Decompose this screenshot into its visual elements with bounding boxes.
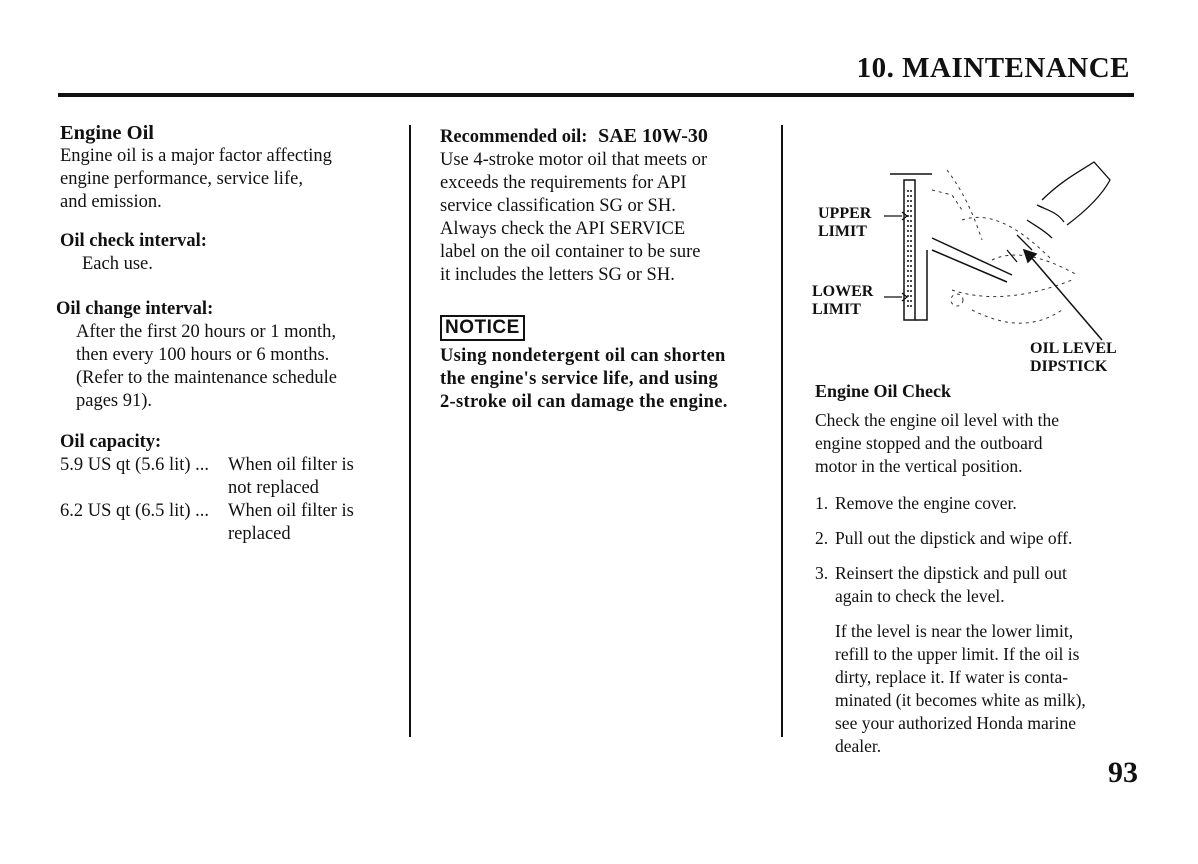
note-line: see your authorized Honda marine [835,713,1077,733]
dipstick-graphic [890,174,1012,320]
label-line: LIMIT [812,301,861,318]
change-line: After the first 20 hours or 1 month, [76,322,336,342]
step-line: Reinsert the dipstick and pull out [835,563,1067,583]
label-line: DIPSTICK [1030,358,1108,375]
step-number: 1. [815,493,829,513]
step-number: 3. [815,563,829,583]
note-line: If the level is near the lower limit, [835,621,1074,641]
note-line: dealer. [835,736,882,756]
body-line: service classification SG or SH. [440,196,676,216]
capacity-amount: 6.2 US qt (6.5 lit) ... [60,501,210,521]
intro-line: motor in the vertical position. [815,456,1023,476]
engine-oil-check-title: Engine Oil Check [815,381,952,401]
body-line: label on the oil container to be sure [440,242,701,262]
body-line: Use 4-stroke motor oil that meets or [440,150,708,170]
page-title: 10. MAINTENANCE [856,52,1130,84]
header-rule [58,93,1134,97]
condition-line: When oil filter is [228,501,354,521]
recommended-oil-label: Recommended oil: [440,127,588,147]
oil-change-interval-label: Oil change interval: [56,299,214,319]
step-item [815,527,1140,550]
dipstick-diagram [812,150,1142,380]
lower-limit-label [812,283,873,319]
column-divider-left [409,125,411,737]
step-line: again to check the level. [835,586,1005,606]
engine-sketch [932,170,1077,323]
capacity-amount: 5.9 US qt (5.6 lit) ... [60,455,210,475]
capacity-row [60,500,400,546]
label-line: UPPER [818,205,872,222]
level-note [815,620,1140,758]
notice-line: 2-stroke oil can damage the engine. [440,392,728,412]
step-line: Pull out the dipstick and wipe off. [835,528,1073,548]
hand-sketch [1007,162,1110,262]
notice-text [440,345,770,414]
step-item [815,562,1140,608]
recommended-oil-value: SAE 10W-30 [598,125,708,147]
change-line: then every 100 hours or 6 months. [76,345,330,365]
middle-column [440,125,770,414]
intro-line: Check the engine oil level with the [815,410,1059,430]
engine-oil-intro [60,145,400,214]
step-text [835,492,1017,515]
condition-line: replaced [228,524,291,544]
right-column [815,380,1140,758]
engine-oil-title: Engine Oil [60,122,154,144]
step-line: Remove the engine cover. [835,493,1017,513]
step-text [835,562,1067,608]
oil-level-dipstick-label [1030,340,1117,376]
capacity-condition [228,454,400,500]
label-line: OIL LEVEL [1030,340,1117,357]
step-text [835,527,1072,550]
label-line: LIMIT [818,223,867,240]
oil-change-interval-text [60,321,400,413]
left-column [56,122,400,546]
note-line: refill to the upper limit. If the oil is [835,644,1080,664]
step-number: 2. [815,528,829,548]
engine-oil-check-intro [815,409,1140,478]
label-line: LOWER [812,283,874,300]
notice-line: the engine's service life, and using [440,369,719,389]
oil-capacity-label: Oil capacity: [60,432,162,452]
change-line: pages 91). [76,391,153,411]
recommended-oil-body [440,149,770,287]
recommended-oil [440,125,770,149]
intro-line: engine performance, service life, [60,169,303,189]
intro-line: Engine oil is a major factor affecting [60,146,332,166]
note-line: minated (it becomes white as milk), [835,690,1086,710]
intro-line: engine stopped and the outboard [815,433,1043,453]
upper-limit-label [818,205,871,241]
capacity-condition [228,500,400,546]
column-divider-right [781,125,783,737]
change-line: (Refer to the maintenance schedule [76,368,337,388]
body-line: exceeds the requirements for API [440,173,687,193]
body-line: it includes the letters SG or SH. [440,265,675,285]
condition-line: not replaced [228,478,319,498]
note-line: dirty, replace it. If water is conta- [835,667,1069,687]
oil-check-interval-label: Oil check interval: [60,231,207,251]
oil-check-interval-value: Each use. [82,254,153,274]
notice-badge: NOTICE [440,315,525,341]
step-item [815,492,1140,515]
body-line: Always check the API SERVICE [440,219,686,239]
notice-line: Using nondetergent oil can shorten [440,346,726,366]
page-number: 93 [1108,756,1138,789]
condition-line: When oil filter is [228,455,354,475]
intro-line: and emission. [60,192,162,212]
capacity-row [60,454,400,500]
